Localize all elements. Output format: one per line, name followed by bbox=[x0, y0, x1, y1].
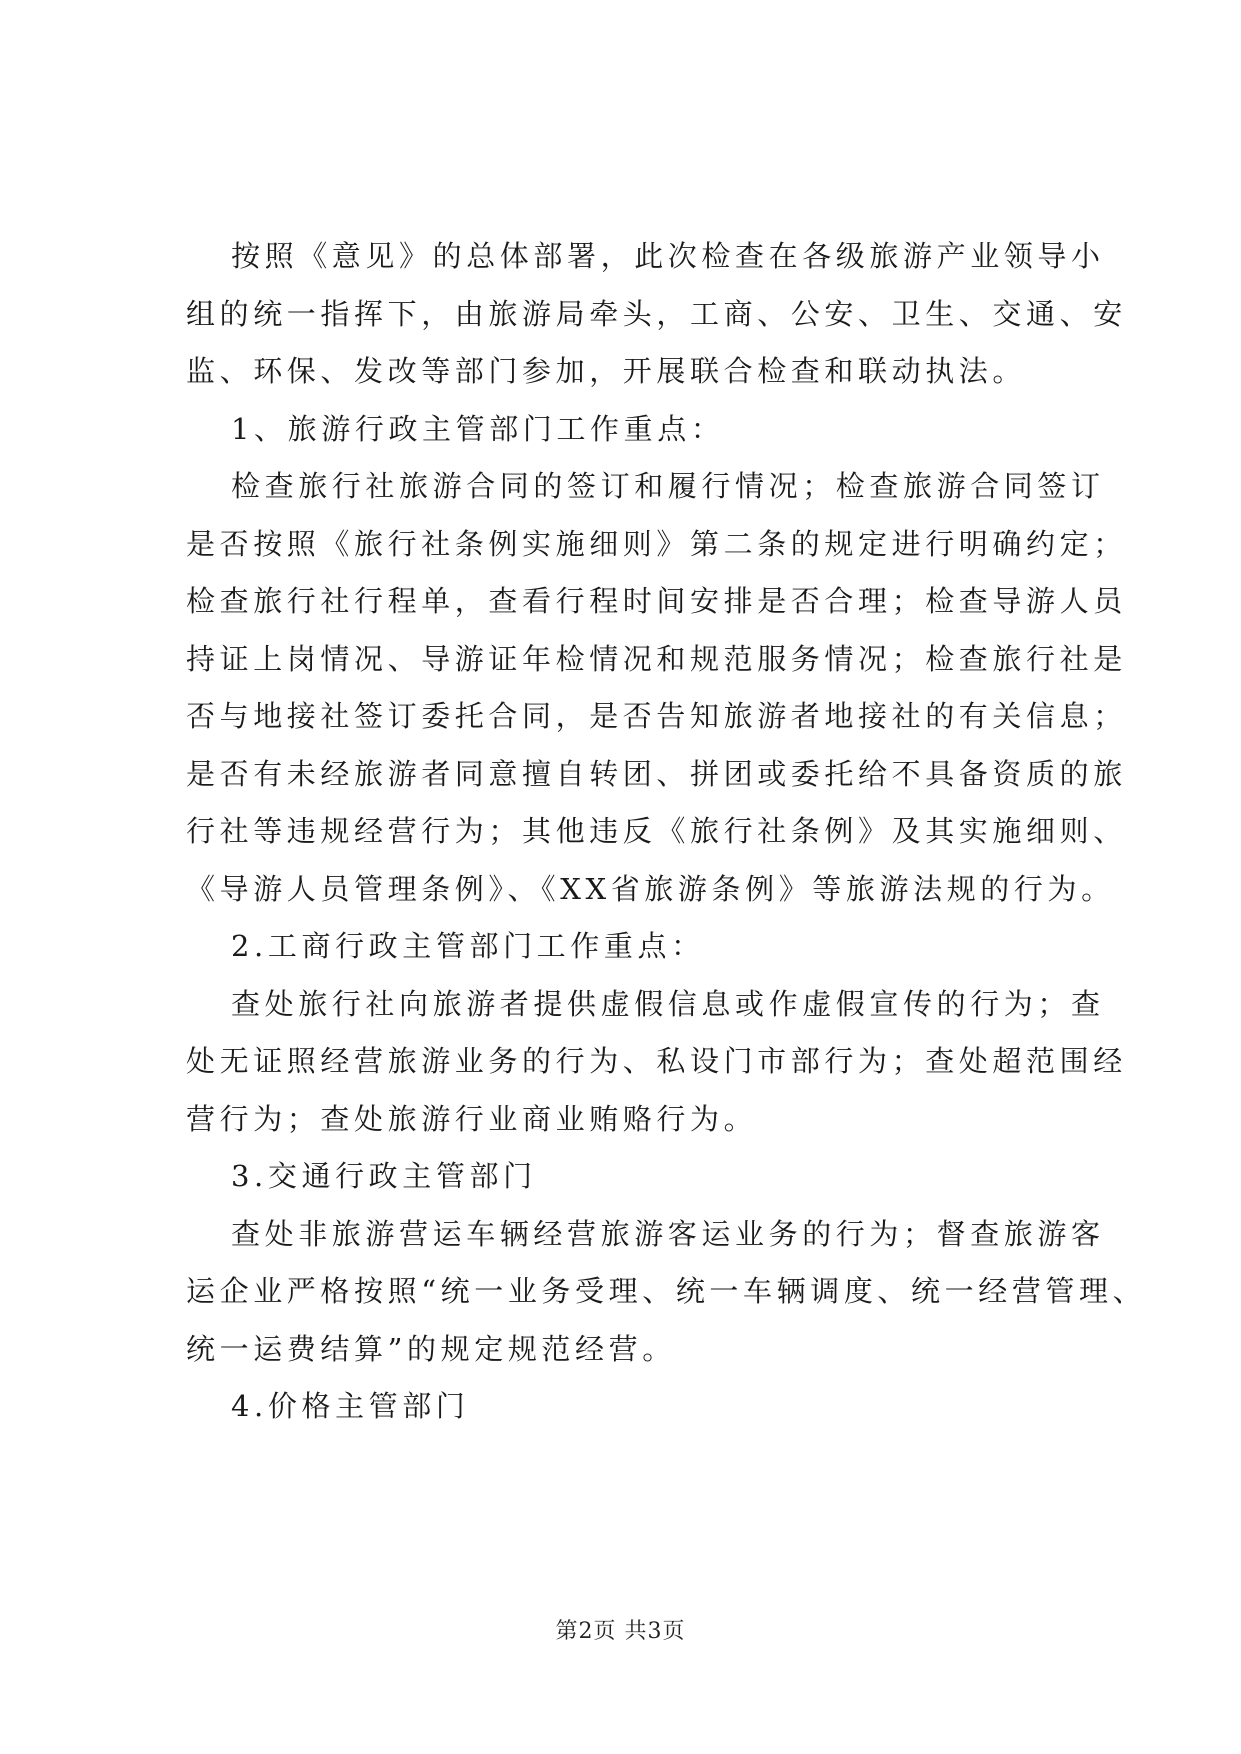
paragraph-line: 按照《意见》的总体部署，此次检查在各级旅游产业领导小 bbox=[231, 239, 1105, 273]
paragraph-line: 运企业严格按照“统一业务受理、统一车辆调度、统一经营管理、 bbox=[186, 1274, 1147, 1308]
paragraph-line: 查处非旅游营运车辆经营旅游客运业务的行为；督查旅游客 bbox=[231, 1216, 1105, 1251]
section-heading: 1、旅游行政主管部门工作重点： bbox=[231, 411, 725, 446]
paragraph-line: 营行为；查处旅游行业商业贿赂行为。 bbox=[186, 1101, 758, 1136]
paragraph-line: 处无证照经营旅游业务的行为、私设门市部行为；查处超范围经 bbox=[186, 1044, 1127, 1078]
paragraph-line: 持证上岗情况、导游证年检情况和规范服务情况；检查旅行社是 bbox=[186, 641, 1127, 676]
paragraph-line: 检查旅行社旅游合同的签订和履行情况；检查旅游合同签订 bbox=[231, 469, 1105, 503]
page-number: 第2页 共3页 bbox=[555, 1619, 686, 1644]
paragraph-line: 行社等违规经营行为；其他违反《旅行社条例》及其实施细则、 bbox=[186, 814, 1127, 848]
paragraph-line: 是否按照《旅行社条例实施细则》第二条的规定进行明确约定； bbox=[186, 526, 1127, 561]
section-heading: 4.价格主管部门 bbox=[231, 1389, 470, 1423]
paragraph-line: 组的统一指挥下，由旅游局牵头，工商、公安、卫生、交通、安 bbox=[186, 296, 1127, 331]
paragraph-line: 否与地接社签订委托合同，是否告知旅游者地接社的有关信息； bbox=[186, 699, 1127, 733]
section-heading: 2.工商行政主管部门工作重点： bbox=[231, 929, 705, 963]
paragraph-line: 查处旅行社向旅游者提供虚假信息或作虚假宣传的行为；查 bbox=[231, 986, 1105, 1021]
paragraph-line: 检查旅行社行程单，查看行程时间安排是否合理；检查导游人员 bbox=[186, 584, 1127, 618]
paragraph-line: 统一运费结算”的规定规范经营。 bbox=[186, 1331, 676, 1366]
body-text bbox=[186, 228, 1147, 1436]
paragraph-line: 《导游人员管理条例》、《XX省旅游条例》等旅游法规的行为。 bbox=[186, 871, 1115, 906]
section-heading: 3.交通行政主管部门 bbox=[231, 1159, 537, 1193]
paragraph-line: 监、环保、发改等部门参加，开展联合检查和联动执法。 bbox=[186, 354, 1027, 388]
paragraph-line: 是否有未经旅游者同意擅自转团、拼团或委托给不具备资质的旅 bbox=[186, 756, 1127, 791]
